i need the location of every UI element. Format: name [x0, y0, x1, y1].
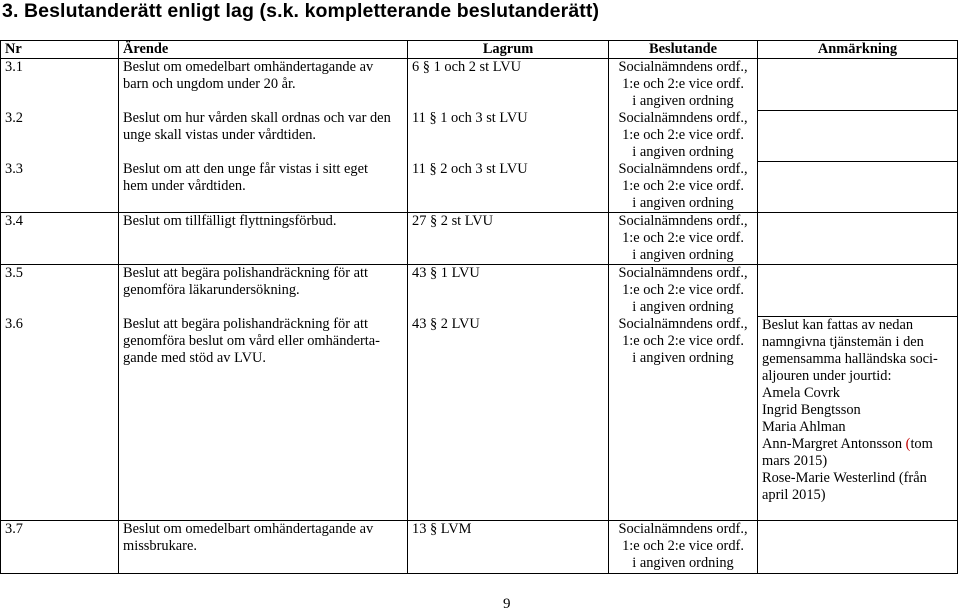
row-number: 3.7 — [1, 520, 119, 573]
delegation-table — [0, 40, 958, 574]
row-number: 3.2 — [1, 110, 119, 161]
row-lagrum: 11 § 2 och 3 st LVU — [408, 161, 609, 213]
row-beslutande: Socialnämndens ordf., 1:e och 2:e vice ordf. i angiven ordning — [609, 59, 758, 111]
anmarkning-text: Beslut kan fattas av nedan namngivna tjänstemän i den gemensamma halländska soci- aljouren under jourtid: Amela Covrk Ingrid Bengtsson Maria Ahlman Ann-Margret Antonsson — [762, 316, 938, 452]
row-arende: Beslut om tillfälligt flyttningsförbud. — [119, 213, 408, 265]
row-lagrum: 11 § 1 och 3 st LVU — [408, 110, 609, 161]
table-row — [1, 265, 958, 317]
row-arende: Beslut om hur vården skall ordnas och var den unge skall vistas under vårdtiden. — [119, 110, 408, 161]
section-heading: 3. Beslutanderätt enligt lag (s.k. kompletterande beslutanderätt) — [2, 0, 600, 22]
table-row — [1, 110, 958, 161]
column-header-anmarkning: Anmärkning — [758, 41, 958, 59]
row-lagrum: 43 § 2 LVU — [408, 316, 609, 520]
row-lagrum: 27 § 2 st LVU — [408, 213, 609, 265]
table-row — [1, 213, 958, 265]
row-beslutande: Socialnämndens ordf., 1:e och 2:e vice ordf. i angiven ordning — [609, 110, 758, 161]
row-anmarkning — [758, 213, 958, 265]
row-beslutande: Socialnämndens ordf., 1:e och 2:e vice ordf. i angiven ordning — [609, 213, 758, 265]
row-beslutande: Socialnämndens ordf., 1:e och 2:e vice ordf. i angiven ordning — [609, 265, 758, 317]
row-arende: Beslut om omedelbart omhändertagande av barn och ungdom under 20 år. — [119, 59, 408, 111]
anmarkning-red-paren: ( — [905, 435, 911, 452]
row-anmarkning — [758, 520, 958, 573]
row-number: 3.4 — [1, 213, 119, 265]
row-lagrum: 6 § 1 och 2 st LVU — [408, 59, 609, 111]
row-anmarkning — [758, 110, 958, 161]
table-row — [1, 520, 958, 573]
anmarkning-text-tail: tom mars 2015) Rose-Marie Westerlind (från april 2015) — [762, 435, 933, 503]
column-header-nr: Nr — [1, 41, 119, 59]
page-number: 9 — [503, 596, 511, 612]
column-header-arende: Ärende — [119, 41, 408, 59]
row-lagrum: 13 § LVM — [408, 520, 609, 573]
row-number: 3.3 — [1, 161, 119, 213]
row-arende: Beslut att begära polishandräckning för att genomföra läkarundersökning. — [119, 265, 408, 317]
row-anmarkning — [758, 316, 958, 520]
column-header-lagrum: Lagrum — [408, 41, 609, 59]
row-number: 3.1 — [1, 59, 119, 111]
table-row — [1, 161, 958, 213]
row-anmarkning — [758, 161, 958, 213]
table-row — [1, 316, 958, 520]
row-anmarkning — [758, 59, 958, 111]
row-arende: Beslut om att den unge får vistas i sitt eget hem under vårdtiden. — [119, 161, 408, 213]
row-number: 3.6 — [1, 316, 119, 520]
row-beslutande: Socialnämndens ordf., 1:e och 2:e vice ordf. i angiven ordning — [609, 520, 758, 573]
row-arende: Beslut att begära polishandräckning för att genomföra beslut om vård eller omhänderta- gande med stöd av LVU. — [119, 316, 408, 520]
table-row — [1, 59, 958, 111]
row-beslutande: Socialnämndens ordf., 1:e och 2:e vice ordf. i angiven ordning — [609, 161, 758, 213]
row-lagrum: 43 § 1 LVU — [408, 265, 609, 317]
table-header-row — [1, 41, 958, 59]
row-arende: Beslut om omedelbart omhändertagande av missbrukare. — [119, 520, 408, 573]
column-header-beslutande: Beslutande — [609, 41, 758, 59]
row-anmarkning — [758, 265, 958, 317]
row-beslutande: Socialnämndens ordf., 1:e och 2:e vice ordf. i angiven ordning — [609, 316, 758, 520]
row-number: 3.5 — [1, 265, 119, 317]
